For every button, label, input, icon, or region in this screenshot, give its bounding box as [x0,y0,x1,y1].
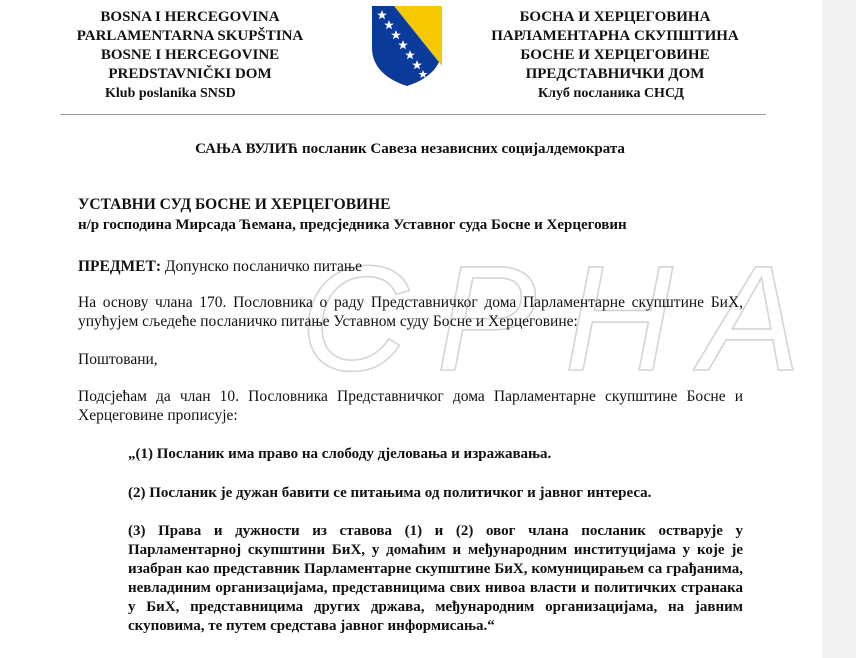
letterhead-cyrillic-club: Клуб посланика СНСД [538,86,684,101]
letterhead-latin-club: Klub poslanika SNSD [105,86,236,101]
letterhead-latin-line3: BOSNE I HERCEGOVINE [100,47,280,63]
subject-label: ПРЕДМЕТ: [78,258,161,275]
reminder-paragraph: Подсјећам да члан 10. Пословника Представничког дома Парламентарне скупштине Босне и Херцеговине прописује: [78,388,743,424]
letterhead-latin-line2: PARLAMENTARNA SKUPŠTINA [76,28,304,44]
letterhead-divider [60,114,766,115]
letterhead-cyrillic-line2: ПАРЛАМЕНТАРНА СКУПШТИНА [491,28,739,44]
letterhead-cyrillic-line4: ПРЕДСТАВНИЧКИ ДОМ [525,66,705,82]
page-edge-strip [822,0,856,658]
letterhead-latin-line1: BOSNA I HERCEGOVINA [100,9,280,25]
letterhead-latin-line4: PREDSTAVNIČKI DOM [108,66,272,82]
recipient-institution: УСТАВНИ СУД БОСНЕ И ХЕРЦЕГОВИНЕ [78,196,391,213]
subject-text: Допунско посланичко питање [161,258,362,275]
letterhead-latin [60,8,320,103]
intro-paragraph: На основу члана 170. Пословника о раду Представничког дома Парламентарне скупштине БиХ, упућујем сљедеће посланичко питање Уставном суду Босне и Херцеговине: [78,294,743,330]
letterhead-cyrillic-line3: БОСНЕ И ХЕРЦЕГОВИНЕ [520,47,710,63]
author-line: САЊА ВУЛИЋ посланик Савеза независних социјалдемократа [195,141,625,157]
letterhead-cyrillic-line1: БОСНА И ХЕРЦЕГОВИНА [519,9,711,25]
greeting: Поштовани, [78,351,158,368]
quote-paragraph-3: (3) Права и дужности из ставова (1) и (2) овог члана посланик остварује у Парламентарној скупштини БиХ, у домаћим и међународним институцијама у које је изабран као представник Парламентарне скупштине БиХ, комуницирањем са грађанима, невладиним организацијама, представницима свих нивоа власти и политичких странака у БиХ, представницима других држава, међународним организацијама, на јавним скуповима, те путем средстава јавног информисања.“ [128,523,743,634]
quote-paragraph-2: (2) Посланик је дужан бавити се питањима од политичког и јавног интереса. [128,485,652,501]
letterhead-cyrillic [470,8,760,103]
subject-line [78,257,743,276]
recipient-attention: н/р господина Мирсада Ћемана, предсједника Уставног суда Босне и Херцеговин [78,217,627,233]
quote-paragraph-1: „(1) Посланик има право на слободу дјеловања и изражавања. [128,446,552,462]
bih-coat-of-arms-icon [370,4,444,88]
